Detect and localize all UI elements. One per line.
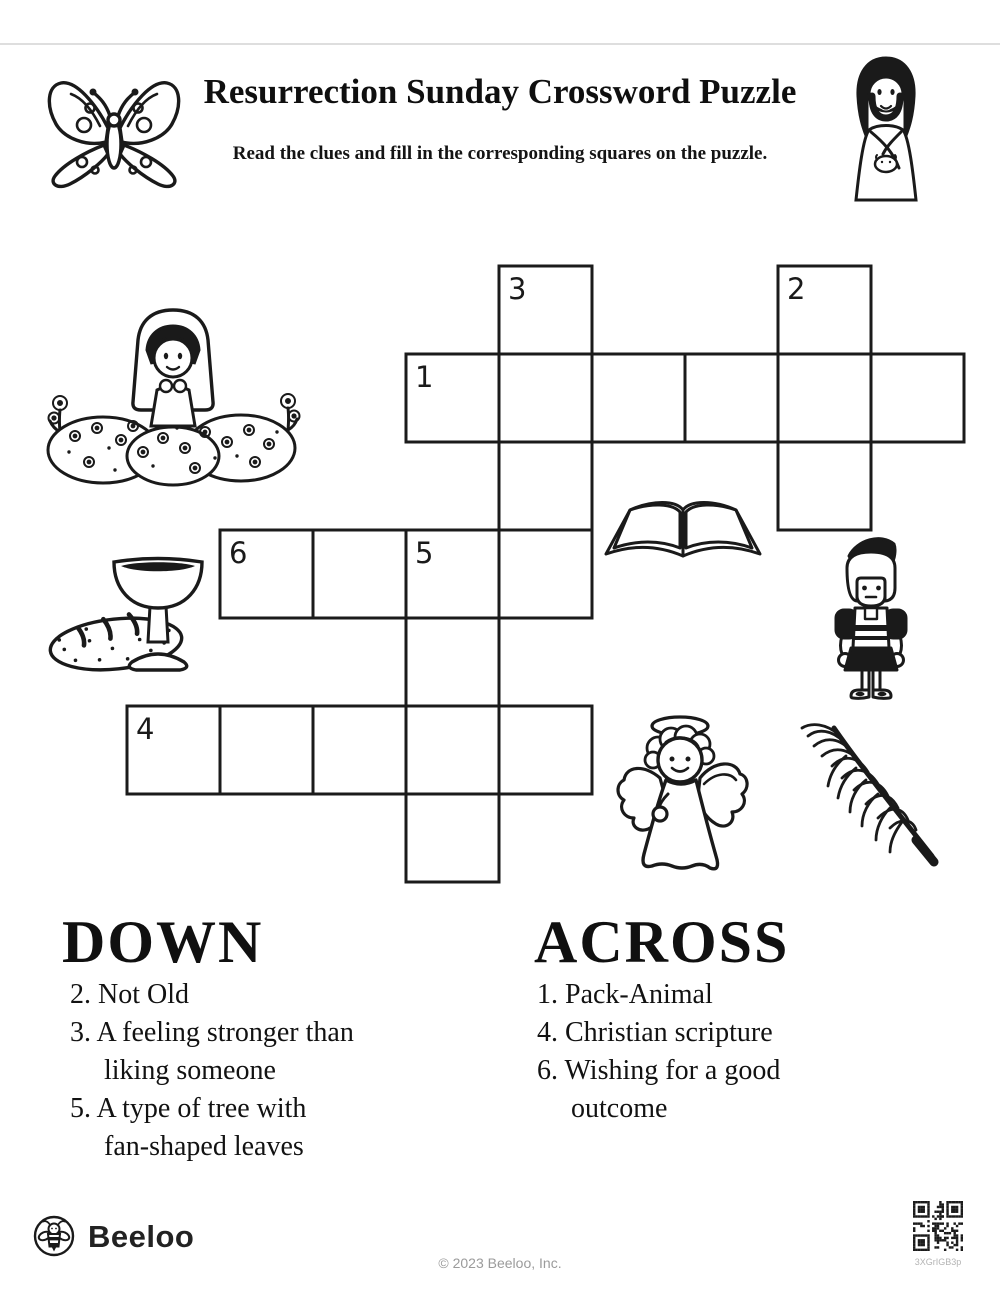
crossword-cell	[313, 530, 406, 618]
down-heading: DOWN	[62, 909, 264, 975]
down-clue-list	[70, 976, 500, 1166]
clue-line: fan-shaped leaves	[104, 1131, 304, 1162]
clue-line: 6. Wishing for a good	[537, 1055, 781, 1086]
copyright-text: © 2023 Beeloo, Inc.	[438, 1255, 562, 1271]
page-title: Resurrection Sunday Crossword Puzzle	[203, 72, 797, 111]
crossword-cell	[220, 706, 313, 794]
clue-line: 1. Pack-Animal	[537, 979, 713, 1010]
clue-line: liking someone	[104, 1055, 276, 1086]
bee-logo-icon	[33, 1215, 75, 1257]
clue-line: 3. A feeling stronger than	[70, 1017, 354, 1048]
palm-branch-icon	[798, 722, 940, 870]
crossword-cell	[406, 794, 499, 882]
roman-soldier-icon	[823, 536, 919, 704]
crossword-cell	[778, 442, 871, 530]
cell-number: 5	[415, 536, 434, 570]
clue-item	[70, 976, 500, 1014]
crossword-cell	[685, 354, 778, 442]
across-clue-list	[537, 976, 977, 1128]
cell-number: 4	[136, 712, 155, 746]
cell-number: 3	[508, 272, 527, 306]
crossword-cell	[313, 706, 406, 794]
clue-item	[537, 1052, 977, 1128]
cell-number: 2	[787, 272, 806, 306]
clue-item	[70, 1014, 500, 1090]
crossword-cell	[499, 442, 592, 530]
page-subtitle: Read the clues and fill in the corresponding squares on the puzzle.	[232, 143, 768, 164]
crossword-cell	[406, 706, 499, 794]
cell-number: 6	[229, 536, 248, 570]
cell-number: 1	[415, 360, 434, 394]
clue-line: outcome	[571, 1093, 668, 1124]
angel-icon	[614, 712, 750, 884]
across-heading: ACROSS	[534, 909, 790, 975]
qr-label: 3XGrIGB3p	[914, 1257, 962, 1267]
crossword-cell	[406, 618, 499, 706]
clue-line: 2. Not Old	[70, 979, 189, 1010]
qr-code	[913, 1201, 963, 1251]
clue-item	[70, 1090, 500, 1166]
mary-in-flowers-icon	[45, 306, 301, 488]
clue-item	[537, 976, 977, 1014]
crossword-cell	[778, 354, 871, 442]
chalice-and-bread-icon	[44, 556, 206, 674]
clue-line: 4. Christian scripture	[537, 1017, 773, 1048]
crossword-cell	[499, 706, 592, 794]
clue-line: 5. A type of tree with	[70, 1093, 307, 1124]
clue-item	[537, 1014, 977, 1052]
open-book-icon	[600, 494, 766, 564]
crossword-cell	[499, 354, 592, 442]
brand-wordmark: Beeloo	[88, 1219, 195, 1254]
crossword-cell	[592, 354, 685, 442]
crossword-cell	[871, 354, 964, 442]
crossword-cell	[499, 530, 592, 618]
